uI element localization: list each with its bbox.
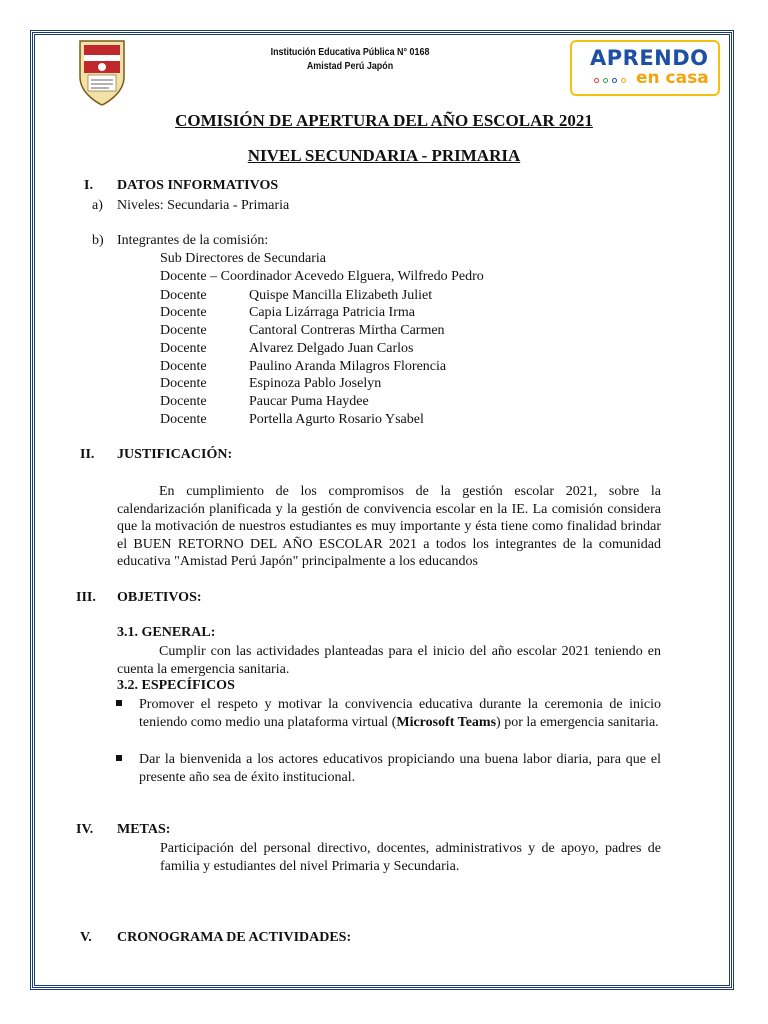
specific-objective-1 [139, 696, 661, 731]
member-name: Espinoza Pablo Joselyn [249, 376, 382, 391]
member-role: Docente [160, 394, 207, 409]
section-3-number: III. [76, 590, 96, 605]
document-title: COMISIÓN DE APERTURA DEL AÑO ESCOLAR 2021 [175, 111, 593, 130]
institution-name: Institución Educativa Pública N° 0168 [270, 46, 430, 58]
member-name: Portella Agurto Rosario Ysabel [249, 412, 424, 427]
institution-header [223, 45, 478, 73]
aprendo-en-casa-logo [570, 40, 720, 96]
logo-dot-icon [603, 78, 608, 83]
member-role: Docente [160, 288, 207, 303]
member-name: Paucar Puma Haydee [249, 394, 369, 409]
member-name: Paulino Aranda Milagros Florencia [249, 359, 447, 374]
logo-dot-icon [594, 78, 599, 83]
justification-paragraph: En cumplimiento de los compromisos de la gestión escolar 2021, sobre la calendarización planificada y la gestión de convivencia escolar en la IE. La comisión considera que la motivación de nuestros estudiantes es muy importante y ésta tiene como finalidad brindar el BUEN RETORNO DEL AÑO ESCOLAR 2021 a todos los integrantes de la comunidad educativa "Amistad Perú Japón" principalmente a los educandos [117, 484, 661, 570]
item-b-text: Integrantes de la comisión: [117, 233, 269, 248]
member-name: Cantoral Contreras Mirtha Carmen [249, 323, 445, 338]
member-name: Capia Lizárraga Patricia Irma [249, 305, 415, 320]
logo-sub: en casa [636, 68, 709, 88]
objective-1-text-pre: Promover el respeto y motivar la convivencia educativa durante la ceremonia de inicio teniendo como medio una plataforma virtual ( [139, 697, 661, 730]
school-crest-logo [76, 37, 128, 109]
microsoft-teams-label: Microsoft Teams [396, 714, 497, 730]
institution-subname: Amistad Perú Japón [306, 60, 394, 72]
member-role: Docente [160, 323, 207, 338]
member-role: Docente [160, 305, 207, 320]
section-1-number: I. [84, 178, 93, 193]
general-objective-text: Cumplir con las actividades planteadas para el inicio del año escolar 2021 teniendo en cuenta la emergencia sanitaria. [117, 644, 661, 677]
bullet-icon [116, 700, 122, 706]
member-role: Docente [160, 359, 207, 374]
section-2-heading: JUSTIFICACIÓN: [117, 447, 233, 462]
general-objective-heading: 3.1. GENERAL: [117, 625, 216, 640]
goals-paragraph: Participación del personal directivo, docentes, administrativos y de apoyo, padres de familia y estudiantes del nivel Primaria y Secundaria. [160, 841, 661, 874]
section-2-number: II. [80, 447, 95, 462]
section-3-heading: OBJETIVOS: [117, 590, 202, 605]
specific-objective-2: Dar la bienvenida a los actores educativos propiciando una buena labor diaria, para que el presente año sea de éxito institucional. [139, 752, 661, 785]
logo-word: APRENDO [590, 46, 709, 70]
objective-1-text-post: ) por la emergencia sanitaria. [496, 714, 659, 730]
member-role: Docente [160, 376, 207, 391]
section-5-number: V. [80, 930, 92, 945]
member-name: Alvarez Delgado Juan Carlos [249, 341, 414, 356]
coordinator-line: Docente – Coordinador Acevedo Elguera, Wilfredo Pedro [160, 269, 484, 284]
item-a-label: a) [92, 198, 103, 213]
member-role: Docente [160, 341, 207, 356]
item-a-text: Niveles: Secundaria - Primaria [117, 198, 290, 213]
specific-objectives-heading: 3.2. ESPECÍFICOS [117, 678, 235, 693]
sub-directors-line: Sub Directores de Secundaria [160, 251, 326, 266]
logo-dot-icon [612, 78, 617, 83]
section-4-number: IV. [76, 822, 94, 837]
section-4-heading: METAS: [117, 822, 171, 837]
document-subtitle: NIVEL SECUNDARIA - PRIMARIA [247, 146, 521, 165]
member-name: Quispe Mancilla Elizabeth Juliet [249, 288, 433, 303]
bullet-icon [116, 755, 122, 761]
section-5-heading: CRONOGRAMA DE ACTIVIDADES: [117, 930, 352, 945]
logo-dots [594, 78, 626, 83]
member-role: Docente [160, 412, 207, 427]
item-b-label: b) [92, 233, 104, 248]
section-1-heading: DATOS INFORMATIVOS [117, 178, 279, 193]
logo-dot-icon [621, 78, 626, 83]
